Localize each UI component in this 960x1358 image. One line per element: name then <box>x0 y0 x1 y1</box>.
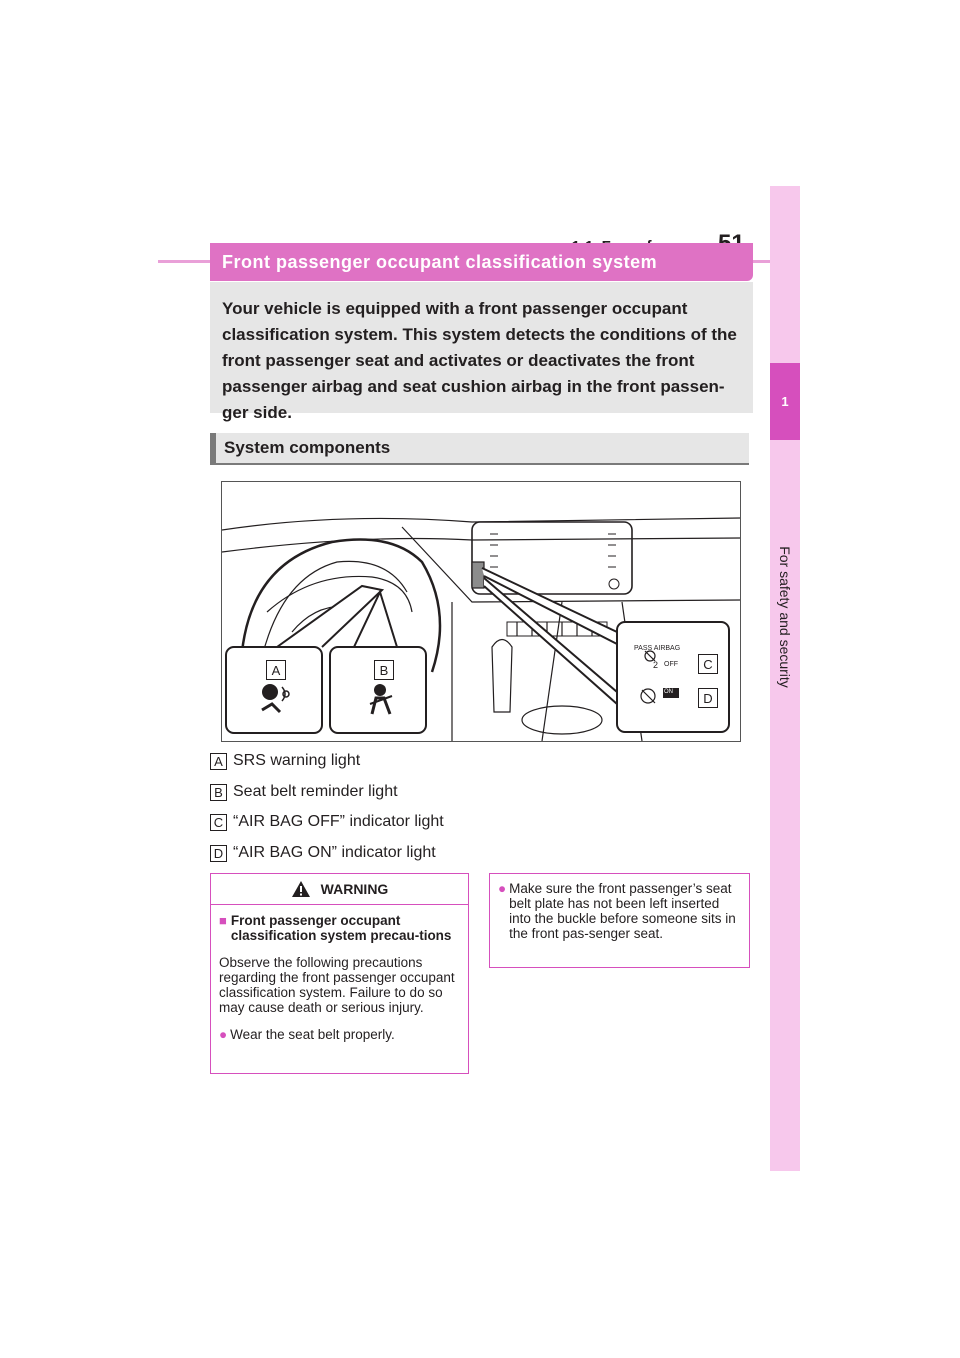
warning-title-text: Front passenger occupant classification system precau-tions <box>230 913 452 943</box>
warning-bullet-text: Wear the seat belt properly. <box>230 1027 395 1042</box>
off-indicator-label: OFF <box>664 661 678 668</box>
warning-bullet <box>498 881 741 941</box>
section-title-banner: Front passenger occupant classification system <box>210 243 753 281</box>
callout-d: D <box>698 688 718 708</box>
intro-summary: Your vehicle is equipped with a front passenger occupant classification system. This system detects the conditions of the front passenger seat and activates or deactivates the front passenger airbag and seat cushion airbag in the front passen-ger side. <box>210 282 753 413</box>
warning-box <box>210 873 469 1074</box>
warning-bullet <box>219 1027 460 1042</box>
component-letter: C <box>210 814 227 831</box>
callout-a: A <box>266 660 286 680</box>
pass-airbag-label: PASS AIRBAG <box>634 645 681 652</box>
warning-triangle-icon <box>291 880 311 898</box>
callout-b: B <box>374 660 394 680</box>
warning-header <box>211 874 468 905</box>
bullet-dot-icon: ● <box>219 1027 228 1042</box>
component-label: SRS warning light <box>233 752 361 769</box>
warning-bullet-text: Make sure the front passenger’s seat belt plate has not been left inserted into the buckle before someone sits in the front pas-senger seat. <box>509 881 736 941</box>
on-indicator-label: ON <box>664 689 673 695</box>
square-bullet-icon: ■ <box>219 913 227 928</box>
component-label: “AIR BAG ON” indicator light <box>233 843 436 861</box>
warning-heading: WARNING <box>320 881 389 897</box>
callout-c: C <box>698 654 718 674</box>
chapter-title-vertical: For safety and security <box>777 546 793 688</box>
seat-number-label: 2 <box>653 660 659 670</box>
dashboard-illustration <box>221 481 741 742</box>
component-label: “AIR BAG OFF” indicator light <box>233 813 444 830</box>
warning-title <box>219 913 460 943</box>
component-label: Seat belt reminder light <box>233 782 398 800</box>
component-letter: D <box>210 845 227 862</box>
warning-paragraph: Observe the following precautions regarding the front passenger occupant classification system. Failure to do so may cause death or serious injury. <box>219 955 455 1015</box>
component-letter: B <box>210 784 227 801</box>
warning-continued-box <box>489 873 750 968</box>
subsection-heading: System components <box>210 433 749 465</box>
chapter-number-tab: 1 <box>770 363 800 440</box>
component-letter: A <box>210 753 227 770</box>
bullet-dot-icon: ● <box>498 881 507 896</box>
